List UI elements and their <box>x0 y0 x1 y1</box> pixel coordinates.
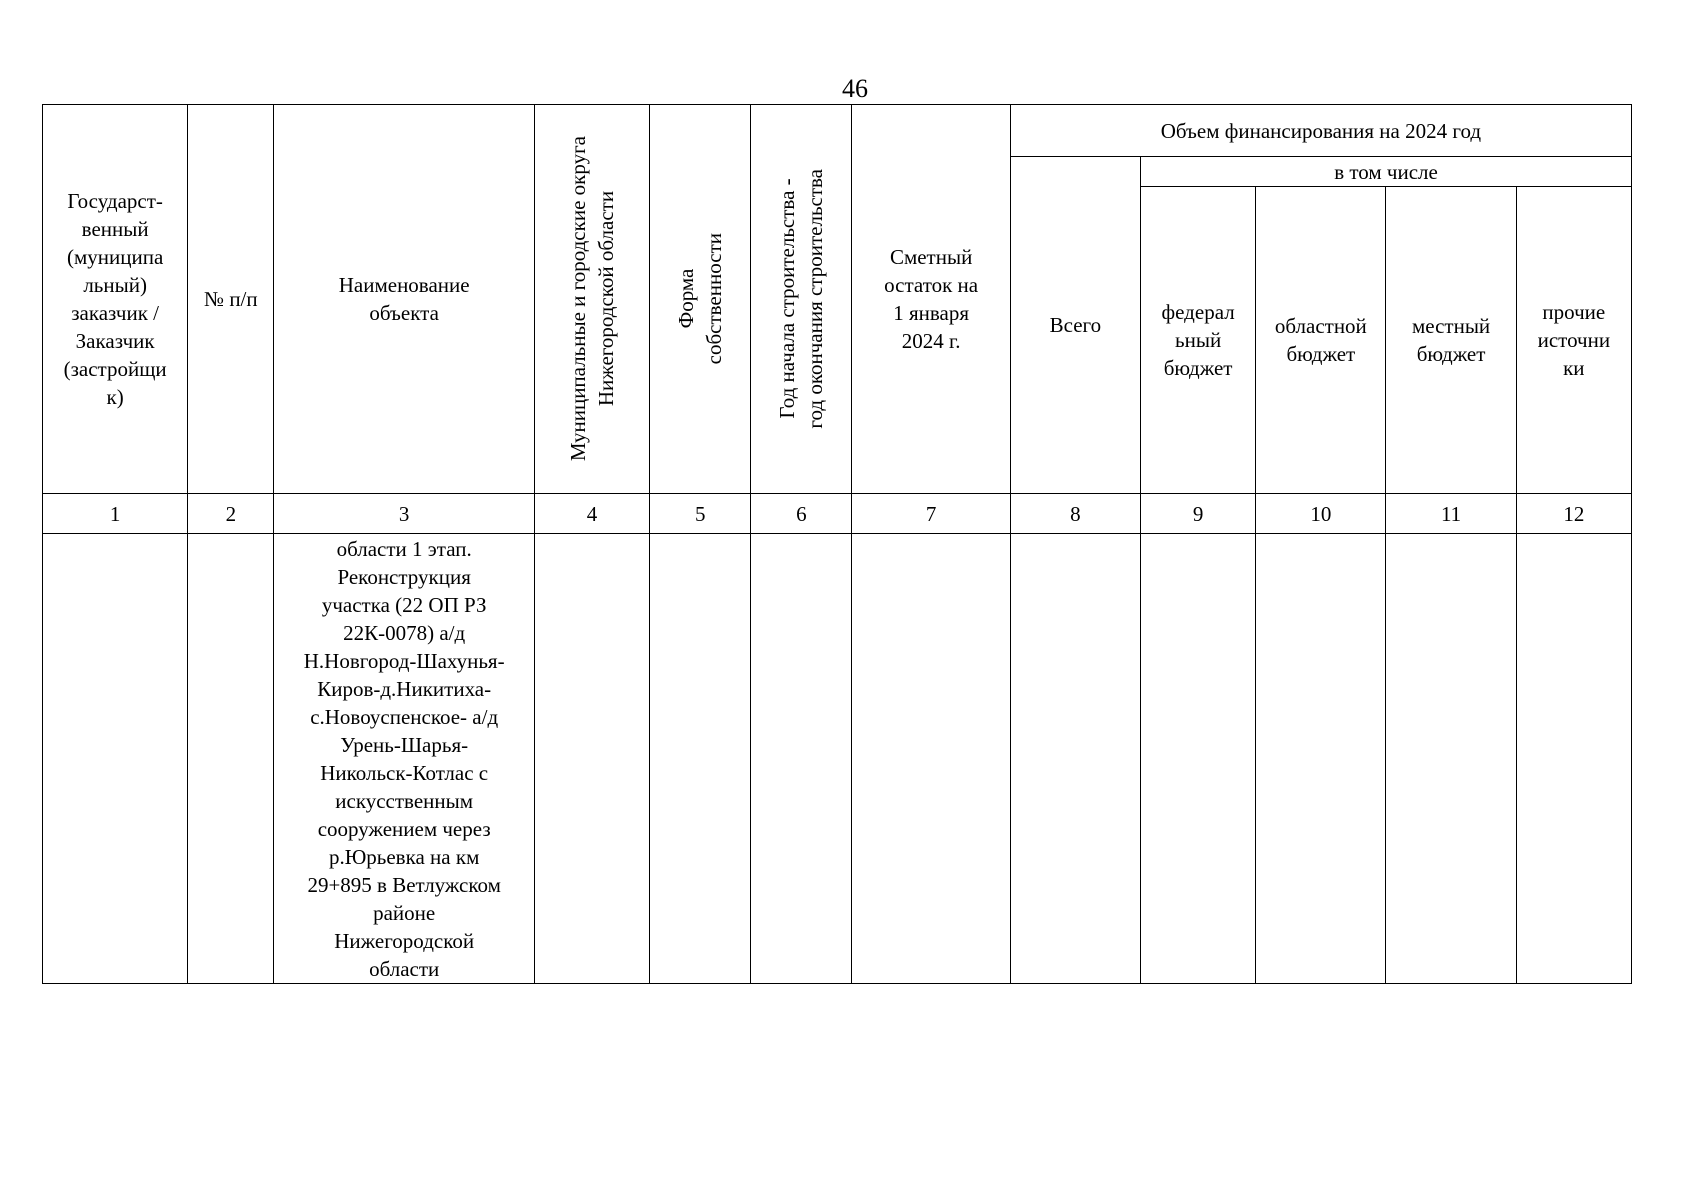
header-municipal-districts-text: Муниципальные и городские округа Нижегородской области <box>566 136 618 462</box>
column-number: 9 <box>1141 494 1256 534</box>
column-number: 2 <box>188 494 274 534</box>
column-number: 5 <box>650 494 751 534</box>
header-including: в том числе <box>1141 157 1632 187</box>
header-construction-years-text: Год начала строительства - год окончания строительства <box>775 169 828 429</box>
cell-ownership-form <box>650 534 751 984</box>
column-number: 4 <box>534 494 649 534</box>
header-estimated-balance: Сметный остаток на 1 января 2024 г. <box>852 105 1010 494</box>
column-numbers-row <box>43 494 1632 534</box>
header-ownership-form-text: Форма собственности <box>674 233 727 365</box>
column-number: 1 <box>43 494 188 534</box>
column-number: 11 <box>1386 494 1516 534</box>
cell-construction-years <box>751 534 852 984</box>
header-number: № п/п <box>188 105 274 494</box>
column-number: 12 <box>1516 494 1631 534</box>
cell-total <box>1010 534 1140 984</box>
column-number: 3 <box>274 494 534 534</box>
column-number: 7 <box>852 494 1010 534</box>
cell-customer <box>43 534 188 984</box>
table-row <box>43 534 1632 984</box>
cell-local <box>1386 534 1516 984</box>
column-number: 10 <box>1256 494 1386 534</box>
cell-federal <box>1141 534 1256 984</box>
header-object-name: Наименование объекта <box>274 105 534 494</box>
column-number: 8 <box>1010 494 1140 534</box>
cell-regional <box>1256 534 1386 984</box>
cell-object-name: области 1 этап. Реконструкция участка (22 ОП РЗ 22К-0078) а/д Н.Новгород-Шахунья- Киров-д.Никитиха- с.Новоуспенское- а/д Урень-Шарья- Никольск-Котлас с искусственным сооружением через р.Юрьевка на км 29+895 в Ветлужском районе Нижегородской области <box>274 534 534 984</box>
header-financing-title: Объем финансирования на 2024 год <box>1010 105 1631 157</box>
header-construction-years <box>751 105 852 494</box>
cell-other <box>1516 534 1631 984</box>
header-regional-budget: областной бюджет <box>1256 187 1386 494</box>
header-local-budget: местный бюджет <box>1386 187 1516 494</box>
cell-estimated-balance <box>852 534 1010 984</box>
cell-number <box>188 534 274 984</box>
header-other-sources: прочие источни ки <box>1516 187 1631 494</box>
column-number: 6 <box>751 494 852 534</box>
financing-table <box>42 104 1632 984</box>
header-total: Всего <box>1010 157 1140 494</box>
header-federal-budget: федерал ьный бюджет <box>1141 187 1256 494</box>
header-municipal-districts <box>534 105 649 494</box>
header-customer: Государст- венный (муниципа льный) заказчик / Заказчик (застройщи к) <box>43 105 188 494</box>
header-ownership-form <box>650 105 751 494</box>
cell-municipal-district <box>534 534 649 984</box>
page-number: 46 <box>842 74 868 103</box>
